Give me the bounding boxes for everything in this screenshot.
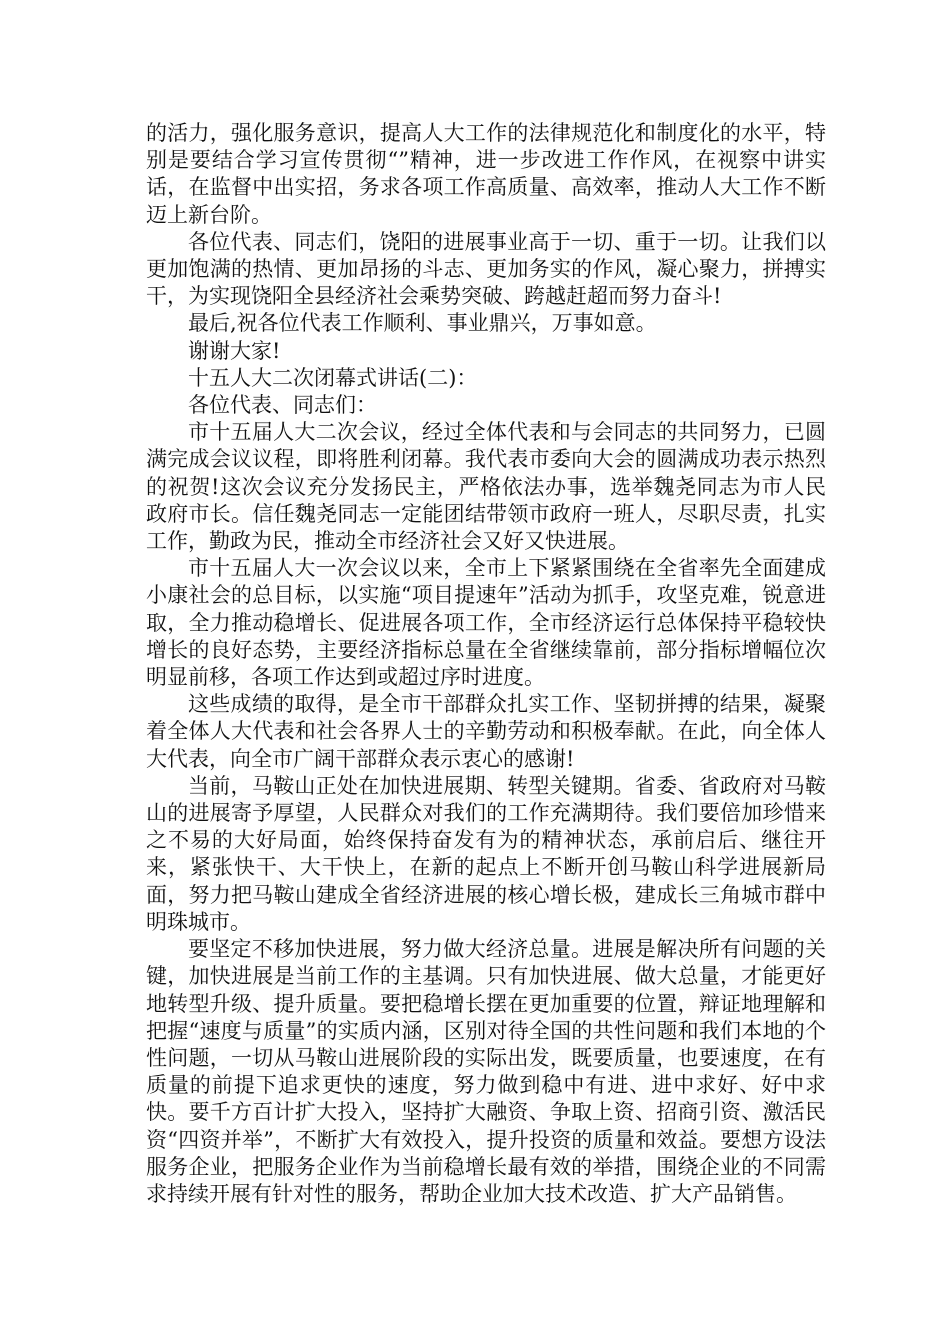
paragraph-10: 当前，马鞍山正处在加快进展期、转型关键期。省委、省政府对马鞍山的进展寄予厚望，人民群众对我们的工作充满期待。我们要倍加珍惜来之不易的大好局面，始终保持奋发有为的精神状态，承前启后、继往开来，紧张快干、大干快上，在新的起点上不断开创马鞍山科学进展新局面，努力把马鞍山建成全省经济进展的核心增长极，建成长三角城市群中明珠城市。: [146, 773, 826, 934]
document-page: [146, 120, 826, 1208]
paragraph-9: 这些成绩的取得，是全市干部群众扎实工作、坚韧拼搏的结果，凝聚着全体人大代表和社会各界人士的辛勤劳动和积极奉献。在此，向全体人大代表，向全市广阔干部群众表示衷心的感谢!: [146, 692, 826, 771]
paragraph-2: 各位代表、同志们，饶阳的进展事业高于一切、重于一切。让我们以更加饱满的热情、更加昂扬的斗志、更加务实的作风，凝心聚力，拼搏实干，为实现饶阳全县经济社会乘势突破、跨越赶超而努力奋斗!: [146, 229, 826, 309]
paragraph-4: 谢谢大家!: [188, 338, 281, 363]
paragraph-3: 最后,祝各位代表工作顺利、事业鼎兴，万事如意。: [188, 311, 657, 336]
section-title: 十五人大二次闭幕式讲话(二)：: [188, 365, 478, 390]
paragraph-8: 市十五届人大一次会议以来，全市上下紧紧围绕在全省率先全面建成小康社会的总目标，以实施“项目提速年”活动为抓手，攻坚克难，锐意进取，全力推动稳增长、促进展各项工作，全市经济运行总体保持平稳较快增长的良好态势，主要经济指标总量在全省继续靠前，部分指标增幅位次明显前移，各项工作达到或超过序时进度。: [146, 556, 826, 690]
salutation: 各位代表、同志们：: [188, 393, 377, 418]
paragraph-7: 市十五届人大二次会议，经过全体代表和与会同志的共同努力，已圆满完成会议议程，即将胜利闭幕。我代表市委向大会的圆满成功表示热烈的祝贺!这次会议充分发扬民主，严格依法办事，选举魏尧同志为市人民政府市长。信任魏尧同志一定能团结带领市政府一班人，尽职尽责，扎实工作，勤政为民，推动全市经济社会又好又快进展。: [146, 420, 826, 554]
paragraph-1: 的活力，强化服务意识，提高人大工作的法律规范化和制度化的水平，特别是要结合学习宣传贯彻“”精神，进一步改进工作作风，在视察中讲实话，在监督中出实招，务求各项工作高质量、高效率，推动人大工作不断迈上新台阶。: [146, 121, 826, 227]
paragraph-11: 要坚定不移加快进展，努力做大经济总量。进展是解决所有问题的关键，加快进展是当前工作的主基调。只有加快进展、做大总量，才能更好地转型升级、提升质量。要把稳增长摆在更加重要的位置，辩证地理解和把握“速度与质量”的实质内涵，区别对待全国的共性问题和我们本地的个性问题，一切从马鞍山进展阶段的实际出发，既要质量，也要速度，在有质量的前提下追求更快的速度，努力做到稳中有进、进中求好、好中求快。要千方百计扩大投入，坚持扩大融资、争取上资、招商引资、激活民资“四资并举”，不断扩大有效投入，提升投资的质量和效益。要想方设法服务企业，把服务企业作为当前稳增长最有效的举措，围绕企业的不同需求持续开展有针对性的服务，帮助企业加大技术改造、扩大产品销售。: [146, 937, 826, 1206]
